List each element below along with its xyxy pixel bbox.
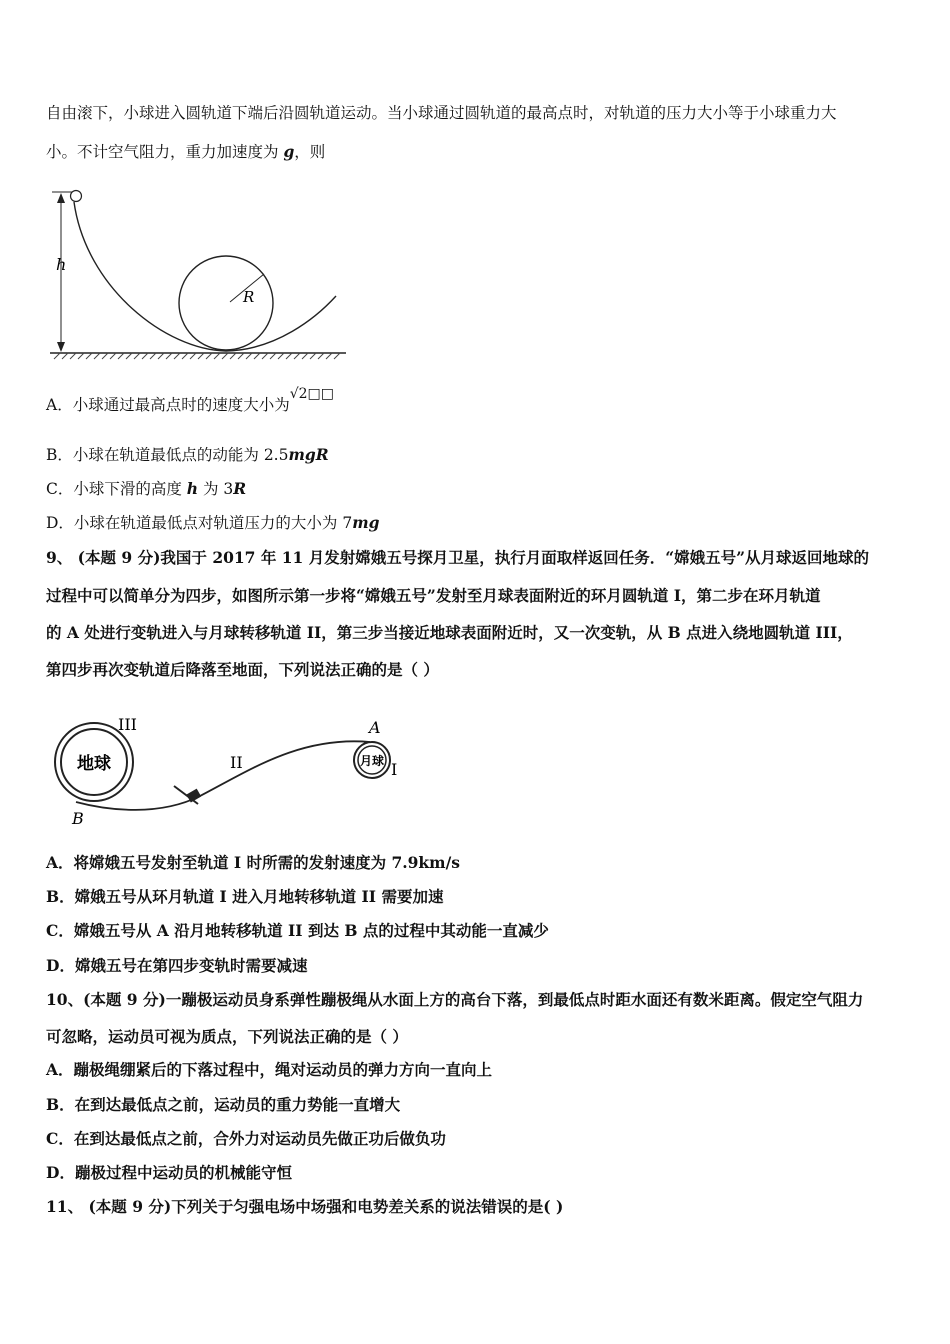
q8-option-a <box>46 386 334 415</box>
q9-stem-line-3: 的 A 处进行变轨进入与月球转移轨道 II，第三步当接近地球表面附近时，又一次变轨，从 B 点进入绕地圆轨道 III， <box>46 623 853 642</box>
q9-option-c: C．嫦娥五号从 A 沿月地转移轨道 II 到达 B 点的过程中其动能一直减少 <box>46 921 549 940</box>
gravity-symbol: g <box>283 142 295 161</box>
q8-option-a-formula: √2□□ <box>289 386 334 402</box>
q8-option-d <box>46 511 379 533</box>
q8-option-c-var2: R <box>233 479 247 498</box>
track-curve <box>74 202 336 351</box>
q8-option-c-text: C．小球下滑的高度 <box>46 480 187 498</box>
height-label: h <box>56 255 67 274</box>
q9-stem-line-2: 过程中可以简单分为四步，如图所示第一步将“嫦娥五号”发射至月球表面附近的环月圆轨道 I，第二步在环月轨道 <box>46 586 821 605</box>
orbit-iii-label: III <box>118 715 137 734</box>
q9-option-b: B．嫦娥五号从环月轨道 I 进入月地转移轨道 II 需要加速 <box>46 887 444 906</box>
q10-option-a: A．蹦极绳绷紧后的下落过程中，绳对运动员的弹力方向一直向上 <box>46 1060 493 1079</box>
q8-option-d-var: mg <box>352 513 380 532</box>
earth-moon-orbit-figure <box>50 706 410 832</box>
q9-option-a: A．将嫦娥五号发射至轨道 I 时所需的发射速度为 7.9km/s <box>46 853 460 872</box>
q9-option-d: D．嫦娥五号在第四步变轨时需要减速 <box>46 956 308 975</box>
orbit-ii-label: II <box>230 753 243 772</box>
radius-label: R <box>243 288 255 306</box>
intro-line-2-suffix: ，则 <box>294 143 326 161</box>
q8-option-c-var: h <box>186 479 199 498</box>
q11-stem: 11、 (本题 9 分)下列关于匀强电场中场强和电势差关系的说法错误的是( ) <box>46 1197 564 1216</box>
intro-line-1: 自由滚下，小球进入圆轨道下端后沿圆轨道运动。当小球通过圆轨道的最高点时，对轨道的压力大小等于小球重力大 <box>46 104 837 122</box>
q8-option-b-text: B．小球在轨道最低点的动能为 2.5 <box>46 446 289 464</box>
intro-line-2-prefix: 小。不计空气阻力，重力加速度为 <box>46 143 284 161</box>
ground-hatch <box>54 353 340 359</box>
moon-label: 月球 <box>359 754 385 768</box>
loop-circle <box>179 256 273 350</box>
q10-option-c: C．在到达最低点之前，合外力对运动员先做正功后做负功 <box>46 1129 446 1148</box>
height-arrow-down <box>57 342 65 352</box>
q8-option-c <box>46 477 246 499</box>
ball <box>71 191 82 202</box>
q10-stem-line-2: 可忽略，运动员可视为质点，下列说法正确的是（ ） <box>46 1027 408 1046</box>
height-arrow-up <box>57 193 65 203</box>
q9-stem-line-1: 9、 (本题 9 分)我国于 2017 年 11 月发射嫦娥五号探月卫星，执行月面取样返回任务．“嫦娥五号”从月球返回地球的 <box>46 548 870 567</box>
q10-option-d: D．蹦极过程中运动员的机械能守恒 <box>46 1163 292 1182</box>
q10-stem-line-1: 10、(本题 9 分)一蹦极运动员身系弹性蹦极绳从水面上方的高台下落，到最低点时距水面还有数米距离。假定空气阻力 <box>46 990 864 1009</box>
track-loop-figure <box>46 178 356 368</box>
intro-line-2 <box>46 140 325 162</box>
orbit-i-label: I <box>391 760 398 779</box>
earth-label: 地球 <box>77 754 111 774</box>
point-a-label: A <box>369 718 381 737</box>
q8-option-b <box>46 443 329 465</box>
q8-option-b-var: mgR <box>288 445 329 464</box>
q8-option-c-mid: 为 3 <box>198 480 234 498</box>
q10-option-b: B．在到达最低点之前，运动员的重力势能一直增大 <box>46 1095 401 1114</box>
q8-option-d-text: D．小球在轨道最低点对轨道压力的大小为 7 <box>46 514 353 532</box>
point-b-label: B <box>72 809 84 828</box>
q9-stem-line-4: 第四步再次变轨道后降落至地面，下列说法正确的是（ ） <box>46 660 439 679</box>
q8-option-a-text: A．小球通过最高点时的速度大小为 <box>46 396 290 414</box>
